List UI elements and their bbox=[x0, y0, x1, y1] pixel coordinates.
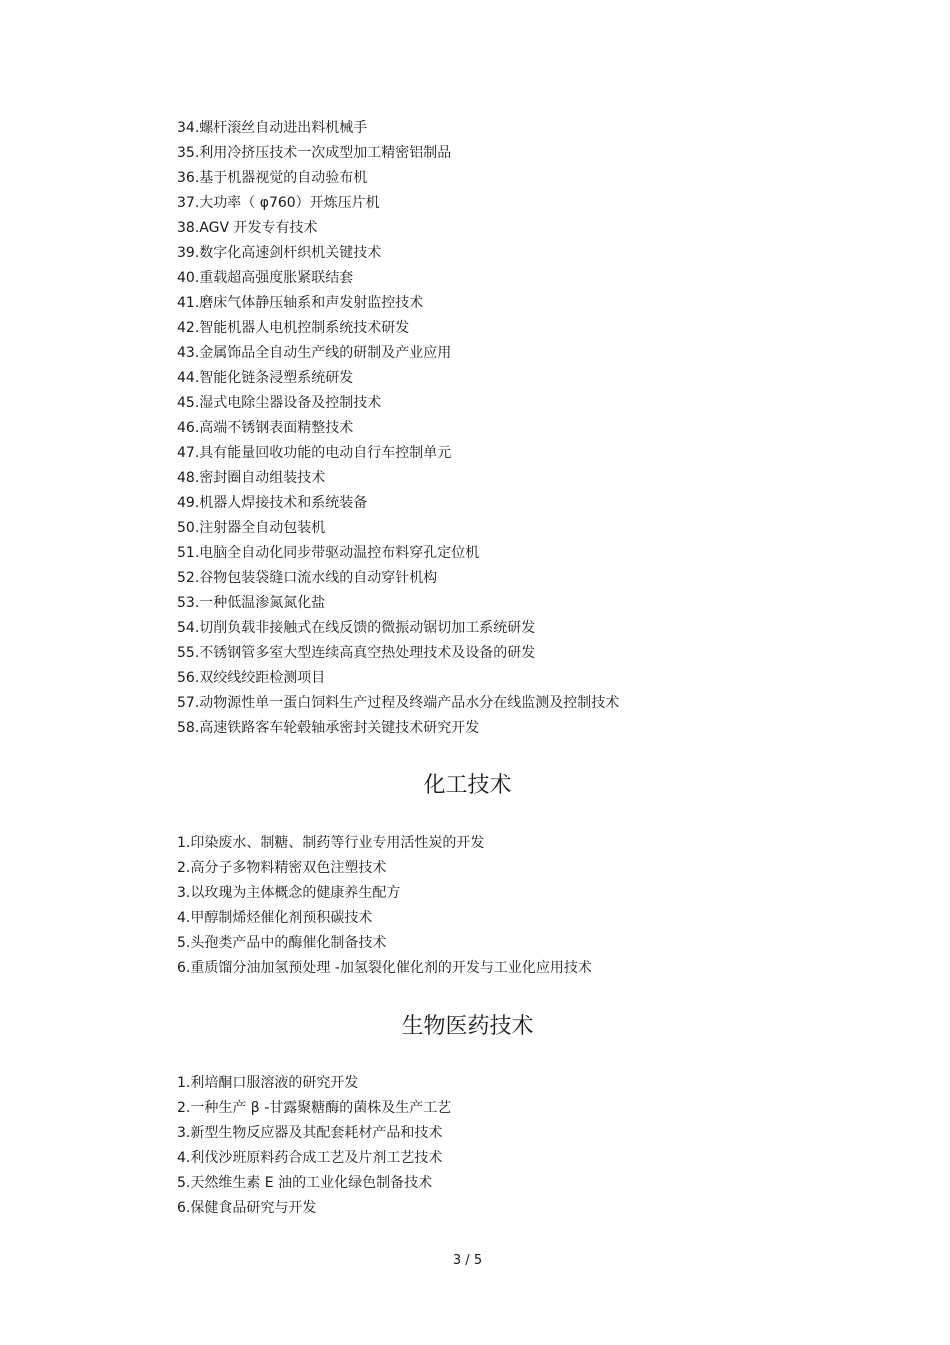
list-item: 35.利用冷挤压技术一次成型加工精密铝制品 bbox=[177, 145, 452, 161]
list-item: 34.螺杆滚丝自动进出料机械手 bbox=[177, 120, 368, 136]
chemical-tech-list bbox=[177, 831, 592, 981]
list-item: 57.动物源性单一蛋白饲料生产过程及终端产品水分在线监测及控制技术 bbox=[177, 695, 620, 711]
list-item: 50.注射器全自动包装机 bbox=[177, 520, 326, 536]
list-item: 1.利培酮口服溶液的研究开发 bbox=[177, 1075, 359, 1091]
list-item: 3.新型生物反应器及其配套耗材产品和技术 bbox=[177, 1125, 443, 1141]
list-item: 56.双绞线绞距检测项目 bbox=[177, 670, 326, 686]
list-item: 37.大功率（ φ760）开炼压片机 bbox=[177, 195, 380, 211]
list-item: 51.电脑全自动化同步带驱动温控布料穿孔定位机 bbox=[177, 545, 480, 561]
list-item: 52.谷物包装袋缝口流水线的自动穿针机构 bbox=[177, 570, 438, 586]
list-item: 40.重载超高强度胀紧联结套 bbox=[177, 270, 354, 286]
list-item: 38.AGV 开发专有技术 bbox=[177, 220, 318, 236]
list-item: 36.基于机器视觉的自动验布机 bbox=[177, 170, 368, 186]
mechanical-tech-list bbox=[177, 116, 619, 741]
list-item: 41.磨床气体静压轴系和声发射监控技术 bbox=[177, 295, 424, 311]
page-number: 3 / 5 bbox=[452, 1253, 483, 1268]
list-item: 45.湿式电除尘器设备及控制技术 bbox=[177, 395, 382, 411]
list-item: 58.高速铁路客车轮毂轴承密封关键技术研究开发 bbox=[177, 720, 480, 736]
section-heading-chemical: 化工技术 bbox=[423, 773, 512, 798]
list-item: 46.高端不锈钢表面精整技术 bbox=[177, 420, 354, 436]
list-item: 4.利伐沙班原料药合成工艺及片剂工艺技术 bbox=[177, 1150, 443, 1166]
list-item: 5.天然维生素 E 油的工业化绿色制备技术 bbox=[177, 1175, 433, 1191]
list-item: 48.密封圈自动组装技术 bbox=[177, 470, 326, 486]
list-item: 5.头孢类产品中的酶催化制备技术 bbox=[177, 935, 387, 951]
list-item: 44.智能化链条浸塑系统研发 bbox=[177, 370, 354, 386]
list-item: 1.印染废水、制糖、制药等行业专用活性炭的开发 bbox=[177, 835, 485, 851]
list-item: 55.不锈钢管多室大型连续高真空热处理技术及设备的研发 bbox=[177, 645, 536, 661]
list-item: 54.切削负载非接触式在线反馈的微振动锯切加工系统研发 bbox=[177, 620, 536, 636]
biomedical-tech-list bbox=[177, 1071, 451, 1221]
list-item: 39.数字化高速剑杆织机关键技术 bbox=[177, 245, 382, 261]
list-item: 43.金属饰品全自动生产线的研制及产业应用 bbox=[177, 345, 452, 361]
list-item: 47.具有能量回收功能的电动自行车控制单元 bbox=[177, 445, 452, 461]
list-item: 3.以玫瑰为主体概念的健康养生配方 bbox=[177, 885, 401, 901]
list-item: 6.重质馏分油加氢预处理 -加氢裂化催化剂的开发与工业化应用技术 bbox=[177, 960, 592, 976]
list-item: 4.甲醇制烯烃催化剂预积碳技术 bbox=[177, 910, 373, 926]
list-item: 2.一种生产 β -甘露聚糖酶的菌株及生产工艺 bbox=[177, 1100, 452, 1116]
list-item: 53.一种低温渗氮氮化盐 bbox=[177, 595, 326, 611]
list-item: 49.机器人焊接技术和系统装备 bbox=[177, 495, 368, 511]
list-item: 2.高分子多物料精密双色注塑技术 bbox=[177, 860, 387, 876]
section-heading-biomedical: 生物医药技术 bbox=[401, 1014, 534, 1039]
list-item: 42.智能机器人电机控制系统技术研发 bbox=[177, 320, 410, 336]
list-item: 6.保健食品研究与开发 bbox=[177, 1200, 317, 1216]
